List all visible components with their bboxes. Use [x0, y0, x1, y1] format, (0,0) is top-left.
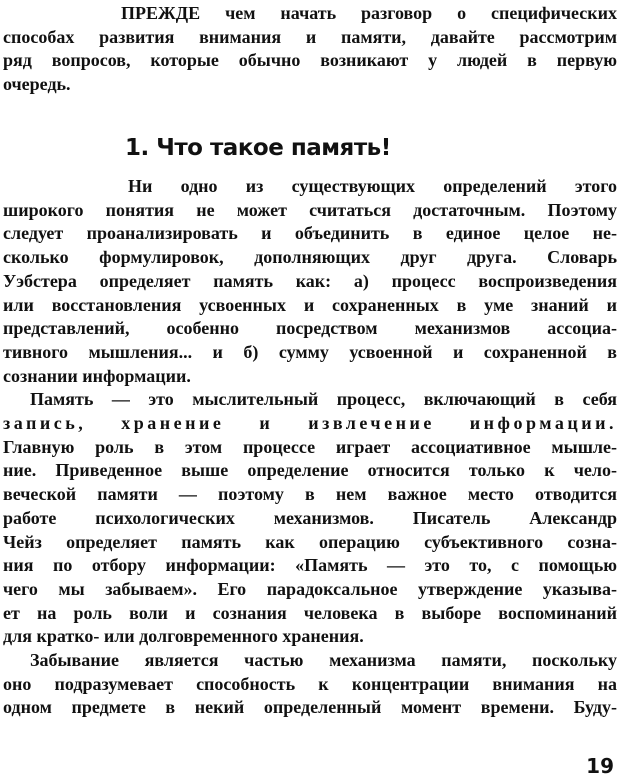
- page-number: 19: [586, 754, 614, 778]
- text-line: Чейз определяет память как операцию субъективного созна-: [3, 531, 617, 552]
- text-line: ет на роль воли и сознания человека в выборе воспоминаний: [3, 602, 617, 623]
- text-line: запись, хранение и извлечение информации.: [3, 413, 617, 433]
- text-line: тивного мышления... и б) сумму усвоенной и сохраненной в: [3, 341, 617, 362]
- text-line: следует проанализировать и объединить в единое целое не-: [3, 223, 617, 244]
- text-line: чего мы забываем». Его парадоксальное утверждение указыва-: [3, 578, 617, 599]
- text-line: Забывание является частью механизма памяти, поскольку: [30, 650, 617, 670]
- text-line: оно подразумевает способность к концентрации внимания на: [3, 673, 617, 694]
- text-line: Ни одно из существующих определений этого: [128, 176, 617, 196]
- text-line: широкого понятия не может считаться достаточным. Поэтому: [3, 199, 617, 220]
- text-line: или восстановления усвоенных и сохраненных в уме знаний и: [3, 294, 617, 315]
- text-line: представлений, особенно посредством механизмов ассоциа-: [3, 318, 617, 339]
- text-line: очередь.: [3, 74, 71, 95]
- text-line: веческой памяти — поэтому в нем важное место отводится: [3, 484, 617, 505]
- text-line: ПРЕЖДЕ чем начать разговор о специфических: [121, 3, 617, 23]
- text-line: способах развития внимания и памяти, давайте рассмотрим: [3, 26, 617, 47]
- text-line: сколько формулировок, дополняющих друг друга. Словарь: [3, 247, 617, 268]
- text-line: Уэбстера определяет память как: а) процесс воспроизведения: [3, 270, 617, 291]
- text-line: Память — это мыслительный процесс, включающий в себя: [30, 389, 617, 410]
- section-heading: 1. Что такое память!: [125, 135, 391, 161]
- text-line: ряд вопросов, которые обычно возникают у людей в первую: [3, 50, 617, 71]
- text-line: ния по отбору информации: «Память — это то, с помощью: [3, 555, 617, 576]
- text-line: ние. Приведенное выше определение относится только к чело-: [3, 460, 617, 481]
- text-line: Главную роль в этом процессе играет ассоциативное мышле-: [3, 436, 617, 457]
- text-line: работе психологических механизмов. Писатель Александр: [3, 507, 617, 528]
- text-line: одном предмете в некий определенный момент времени. Буду-: [3, 697, 617, 718]
- text-line: сознании информации.: [3, 365, 191, 386]
- text-line: для кратко- или долговременного хранения.: [3, 626, 364, 647]
